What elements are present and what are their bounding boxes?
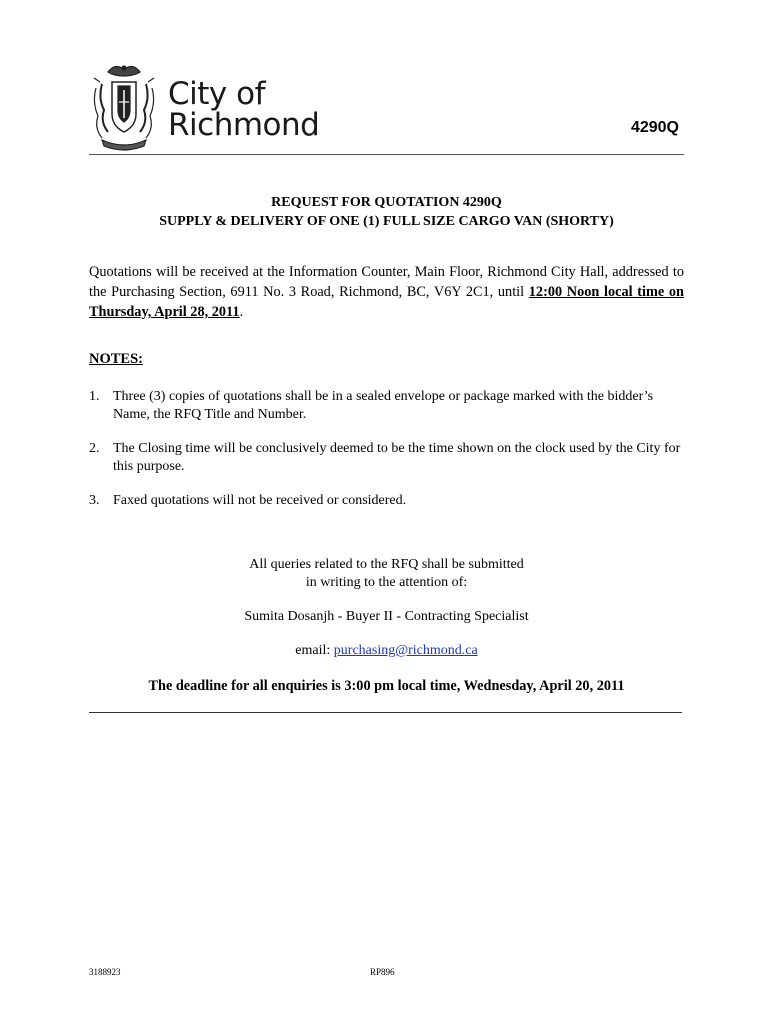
queries-line2: in writing to the attention of: — [305, 575, 468, 590]
email-link[interactable]: purchasing@richmond.ca — [333, 643, 478, 658]
footer-code: RP896 — [370, 967, 395, 977]
notes-list — [89, 388, 684, 526]
list-item — [89, 492, 684, 510]
intro-text: Quotations will be received at the Information Counter, Main Floor, Richmond City Hall, addressed to the Purchasing Section, 6911 No. 3 Road, Richmond, BC, V6Y 2C1, until — [89, 264, 684, 300]
footer-divider — [89, 712, 682, 713]
note-text: Faxed quotations will not be received or considered. — [113, 493, 407, 508]
note-number: 3. — [89, 493, 100, 508]
note-text: Three (3) copies of quotations shall be in a sealed envelope or package marked with the bidder’s Name, the RFQ Title and Number. — [113, 389, 654, 422]
city-crest-logo — [88, 58, 160, 154]
note-number: 2. — [89, 441, 100, 456]
notes-heading: NOTES: — [89, 351, 143, 367]
queries-line1: All queries related to the RFQ shall be submitted — [249, 557, 524, 572]
contact-name: Sumita Dosanjh - Buyer II - Contracting Specialist — [244, 609, 529, 624]
city-name-line2: Richmond — [168, 107, 320, 143]
list-item — [89, 440, 684, 476]
document-title — [89, 193, 684, 231]
note-text: The Closing time will be conclusively deemed to be the time shown on the clock used by the City for this purpose. — [113, 441, 681, 474]
header-divider — [89, 154, 684, 155]
document-number: 3188923 — [89, 967, 121, 977]
title-line2: SUPPLY & DELIVERY OF ONE (1) FULL SIZE CARGO VAN (SHORTY) — [159, 214, 614, 229]
enquiry-deadline: The deadline for all enquiries is 3:00 pm local time, Wednesday, April 20, 2011 — [148, 678, 625, 694]
intro-end: . — [239, 304, 244, 320]
intro-paragraph — [89, 262, 684, 322]
city-name-line1: City of — [168, 76, 265, 112]
document-code: 4290Q — [630, 119, 679, 136]
queries-intro — [89, 556, 684, 592]
email-line — [89, 642, 684, 660]
title-line1: REQUEST FOR QUOTATION 4290Q — [271, 195, 502, 210]
closing-deadline: 12:00 Noon local time on Thursday, April 28, 2011 — [89, 284, 684, 320]
email-label: email: — [295, 643, 334, 658]
list-item — [89, 388, 684, 424]
city-name-wordmark — [168, 76, 320, 143]
note-number: 1. — [89, 389, 100, 404]
